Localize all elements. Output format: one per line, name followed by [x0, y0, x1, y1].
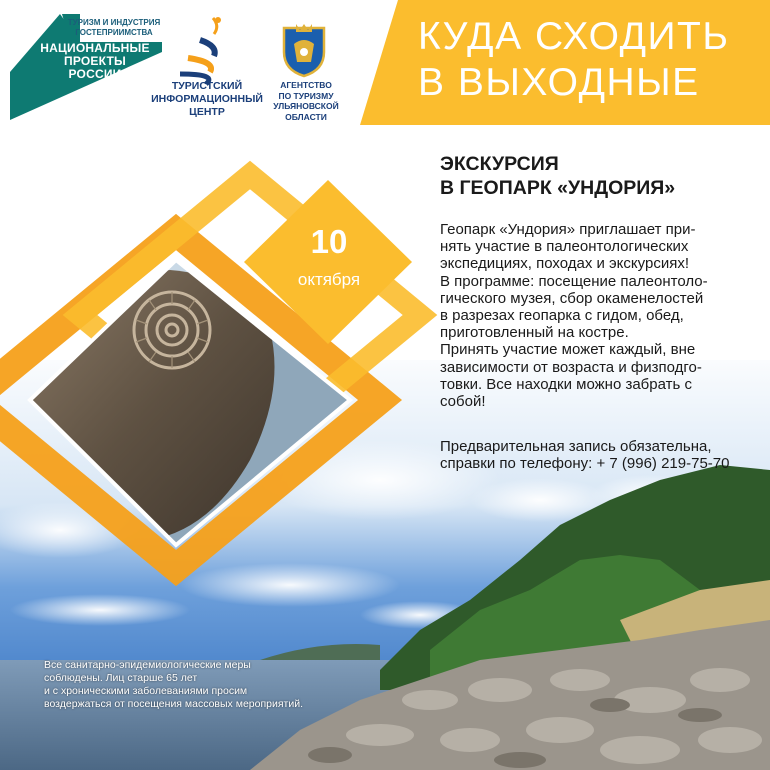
- agency-name: АГЕНТСТВО ПО ТУРИЗМУ УЛЬЯНОВСКОЙ ОБЛАСТИ: [273, 80, 339, 122]
- date-month: октября: [297, 270, 361, 289]
- event-title: ЭКСКУРСИЯ В ГЕОПАРК «УНДОРИЯ»: [440, 153, 676, 199]
- event-description: [440, 221, 765, 410]
- event-contact: Предварительная запись обязательна, справки по телефону: + 7 (996) 219-75-70: [440, 438, 730, 473]
- date-day: 10: [310, 223, 348, 260]
- page-title: КУДА СХОДИТЬ В ВЫХОДНЫЕ: [418, 15, 730, 104]
- health-disclaimer: Все санитарно-эпидемиологические меры соблюдены. Лиц старше 65 лет и с хроническими заболеваниями просим воздержаться от посещения массовых мероприятий.: [44, 659, 303, 710]
- event-description-text: Геопарк «Ундория» приглашает при- нять участие в палеонтологических экспедициях, походах и экскурсиях! В программе: посещение палеонтоло- гического музея, сбор окаменелостей в разрезах геопарка с гидом, обед, приготовленный на костре. Принять участие может каждый, вне зависимости от возраста и физподго- товки. Все находки можно забрать с собой!: [440, 221, 708, 411]
- coat-of-arms-icon: [278, 22, 330, 78]
- national-projects-subtitle: ТУРИЗМ И ИНДУСТРИЯ ГОСТЕПРИИМСТВА: [67, 18, 161, 37]
- tourist-center-name: ТУРИСТСКИЙ ИНФОРМАЦИОННЫЙ ЦЕНТР: [151, 80, 263, 118]
- national-projects-title: НАЦИОНАЛЬНЫЕ ПРОЕКТЫ РОССИИ: [40, 41, 150, 81]
